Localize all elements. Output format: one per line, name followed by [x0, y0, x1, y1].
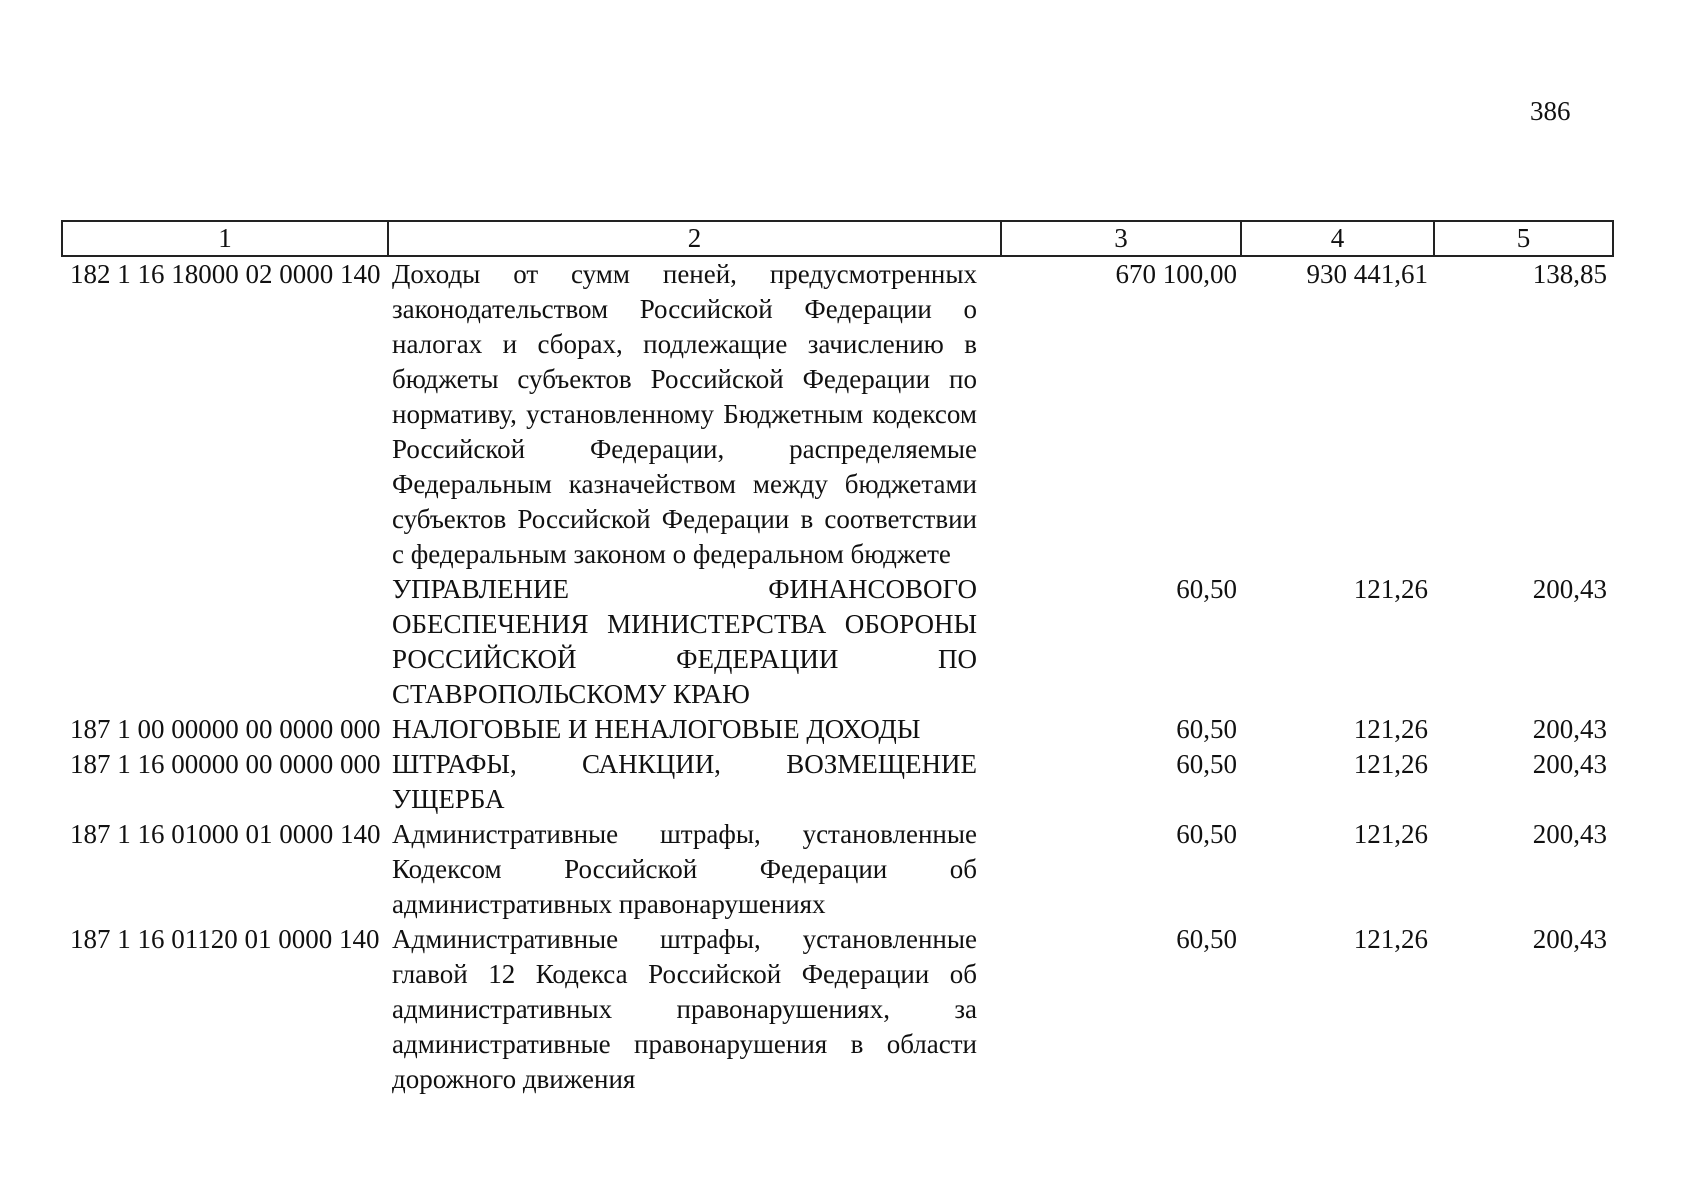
table-row	[62, 256, 1613, 572]
header-col-4: 4	[1241, 221, 1434, 256]
row-code	[62, 572, 388, 712]
header-col-5: 5	[1434, 221, 1613, 256]
row-col4-value: 930 441,61	[1306, 259, 1428, 289]
budget-table	[61, 220, 1614, 1097]
row-col4-value: 121,26	[1353, 819, 1428, 849]
row-col3-value: 60,50	[1176, 574, 1237, 604]
table-row	[62, 572, 1613, 712]
row-col5-value: 200,43	[1532, 574, 1607, 604]
header-row	[62, 221, 1613, 256]
table-body	[62, 256, 1613, 1097]
row-col4-value: 121,26	[1353, 714, 1428, 744]
row-col3-value: 60,50	[1176, 749, 1237, 779]
row-name: ШТРАФЫ, САНКЦИИ, ВОЗМЕЩЕНИЕ УЩЕРБА	[392, 749, 977, 814]
row-col5-value: 138,85	[1532, 259, 1607, 289]
row-code: 182 1 16 18000 02 0000 140	[70, 259, 381, 289]
row-col5-value: 200,43	[1532, 924, 1607, 954]
row-col5-value: 200,43	[1532, 819, 1607, 849]
row-code: 187 1 16 00000 00 0000 000	[70, 749, 381, 779]
table-row	[62, 712, 1613, 747]
row-col3-value: 670 100,00	[1115, 259, 1237, 289]
row-code: 187 1 00 00000 00 0000 000	[70, 714, 381, 744]
row-col5-value: 200,43	[1532, 749, 1607, 779]
table-row	[62, 817, 1613, 922]
header-col-3: 3	[1001, 221, 1241, 256]
table-header	[62, 221, 1613, 256]
row-name: Доходы от сумм пеней, предусмотренных законодательством Российской Федерации о налогах и сборах, подлежащие зачислению в бюджеты субъектов Российской Федерации по нормативу, установленному Бюджетным кодексом Российской Федерации, распределяемые Федеральным казначейством между бюджетами субъектов Российской Федерации в соответствии с федеральным законом о федеральном бюджете	[392, 259, 977, 569]
table-row	[62, 922, 1613, 1097]
header-col-2: 2	[388, 221, 1001, 256]
row-name: УПРАВЛЕНИЕ ФИНАНСОВОГО ОБЕСПЕЧЕНИЯ МИНИСТЕРСТВА ОБОРОНЫ РОССИЙСКОЙ ФЕДЕРАЦИИ ПО СТАВРОПОЛЬСКОМУ КРАЮ	[392, 574, 977, 709]
row-name: НАЛОГОВЫЕ И НЕНАЛОГОВЫЕ ДОХОДЫ	[392, 714, 921, 744]
row-col4-value: 121,26	[1353, 749, 1428, 779]
row-code: 187 1 16 01120 01 0000 140	[70, 924, 380, 954]
row-col4-value: 121,26	[1353, 574, 1428, 604]
row-col5-value: 200,43	[1532, 714, 1607, 744]
row-col3-value: 60,50	[1176, 714, 1237, 744]
row-col3-value: 60,50	[1176, 819, 1237, 849]
row-col3-value: 60,50	[1176, 924, 1237, 954]
row-name: Административные штрафы, установленные главой 12 Кодекса Российской Федерации об административных правонарушениях, за административные правонарушения в области дорожного движения	[392, 924, 977, 1094]
row-code: 187 1 16 01000 01 0000 140	[70, 819, 381, 849]
row-name: Административные штрафы, установленные Кодексом Российской Федерации об административных правонарушениях	[392, 819, 977, 919]
page-number: 386	[1530, 96, 1571, 126]
row-col4-value: 121,26	[1353, 924, 1428, 954]
table-row	[62, 747, 1613, 817]
header-col-1: 1	[62, 221, 388, 256]
